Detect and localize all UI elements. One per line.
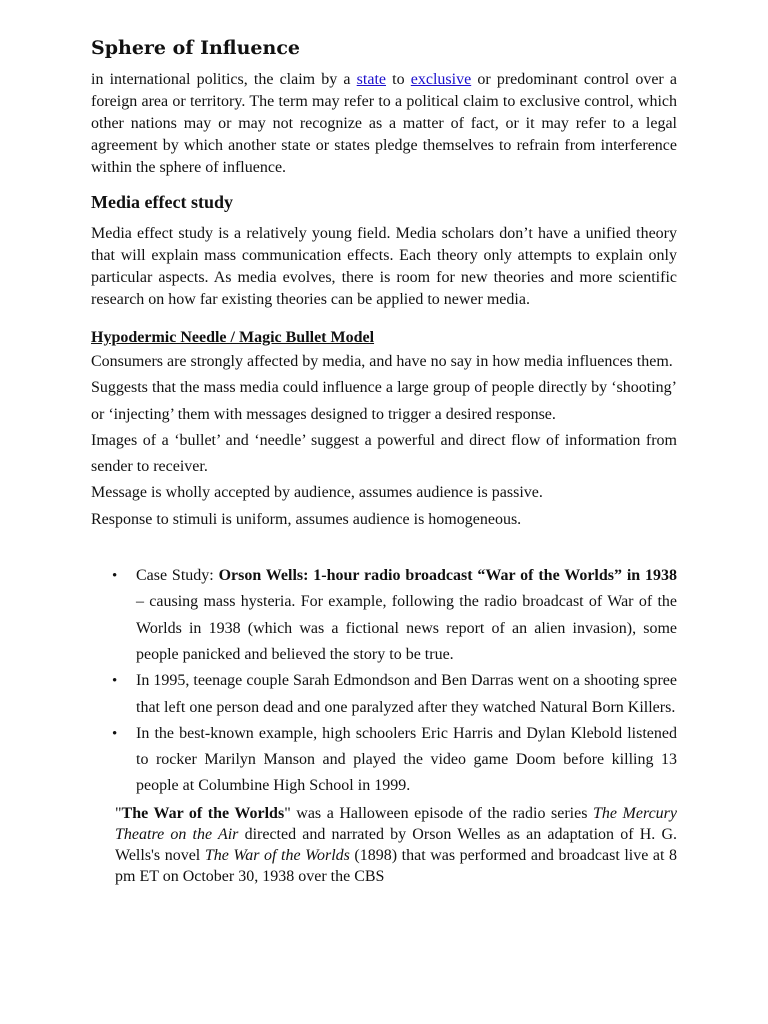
list-item bbox=[91, 563, 677, 668]
case-text: In 1995, teenage couple Sarah Edmondson and Ben Darras went on a shooting spree that left one person dead and one paralyzed after they watched Natural Born Killers. bbox=[136, 672, 677, 716]
case-study-list bbox=[91, 563, 677, 800]
war-title: The War of the Worlds bbox=[121, 804, 285, 822]
bullet-icon: • bbox=[112, 568, 118, 585]
media-paragraph: Media effect study is a relatively young field. Media scholars don’t have a unified theory that will explain mass communication effects. Each theory only attempts to explain only particular aspects. As media evolves, there is room for new theories and more scientific research on how far existing theories can be applied to newer media. bbox=[91, 225, 677, 308]
case-prefix: Case Study: bbox=[136, 567, 219, 585]
novel-title: The War of the Worlds bbox=[204, 846, 350, 864]
war-text: was a Halloween episode of the radio series bbox=[290, 804, 593, 822]
bullet-icon: • bbox=[112, 725, 118, 742]
exclusive-link[interactable]: exclusive bbox=[410, 71, 472, 88]
sphere-text-b: to bbox=[386, 71, 411, 88]
list-item bbox=[91, 668, 677, 721]
sphere-paragraph bbox=[91, 69, 677, 179]
sphere-heading: Sphere of Influence bbox=[91, 37, 300, 59]
case-text: – causing mass hysteria. For example, following the radio broadcast of War of the Worlds in 1938 (which was a fictional news report of an alien invasion), some people panicked and believed the story to be true. bbox=[136, 593, 677, 663]
sphere-text-c: or predominant control over a foreign area or territory. The term may refer to a political claim to exclusive control, which other nations may or may not recognize as a matter of fact, or it may refer to a legal agreement by which another state or states pledge themselves to refrain from interference within the sphere of influence. bbox=[91, 71, 677, 176]
state-link[interactable]: state bbox=[356, 71, 386, 88]
war-of-the-worlds-paragraph bbox=[115, 803, 677, 887]
hypodermic-line: Response to stimuli is uniform, assumes audience is homogeneous. bbox=[91, 510, 522, 528]
war-text: directed and narrated by Orson Welles as an adaptation of H. G. Wells's novel bbox=[115, 825, 677, 864]
hypodermic-line: Images of a ‘bullet’ and ‘needle’ suggest a powerful and direct flow of information from sender to receiver. bbox=[91, 431, 677, 476]
case-title: Orson Wells: 1-hour radio broadcast “War of the Worlds” in 1938 bbox=[218, 567, 678, 585]
hypodermic-line: Message is wholly accepted by audience, assumes audience is passive. bbox=[91, 484, 543, 502]
quote-open: " bbox=[115, 804, 122, 822]
hypodermic-line: Consumers are strongly affected by media, and have no say in how media influences them. bbox=[91, 353, 673, 370]
hypodermic-title: Hypodermic Needle / Magic Bullet Model bbox=[91, 329, 375, 346]
list-item bbox=[91, 721, 677, 800]
bullet-icon: • bbox=[112, 673, 118, 690]
hypodermic-line: Suggests that the mass media could influence a large group of people directly by ‘shooting’ or ‘injecting’ them with messages designed to trigger a desired response. bbox=[91, 379, 677, 423]
sphere-text-a: in international politics, the claim by a bbox=[91, 71, 357, 88]
document-content bbox=[91, 36, 677, 887]
war-text: (1898) that was performed and broadcast live at 8 pm ET on October 30, 1938 over the CBS bbox=[115, 846, 677, 885]
quote-close: " bbox=[284, 804, 291, 822]
media-heading: Media effect study bbox=[91, 192, 233, 212]
series-title: The Mercury Theatre on the Air bbox=[115, 804, 678, 843]
case-text: In the best-known example, high schoolers Eric Harris and Dylan Klebold listened to rocker Marilyn Manson and played the video game Doom before killing 13 people at Columbine High School in 1999. bbox=[136, 724, 677, 795]
